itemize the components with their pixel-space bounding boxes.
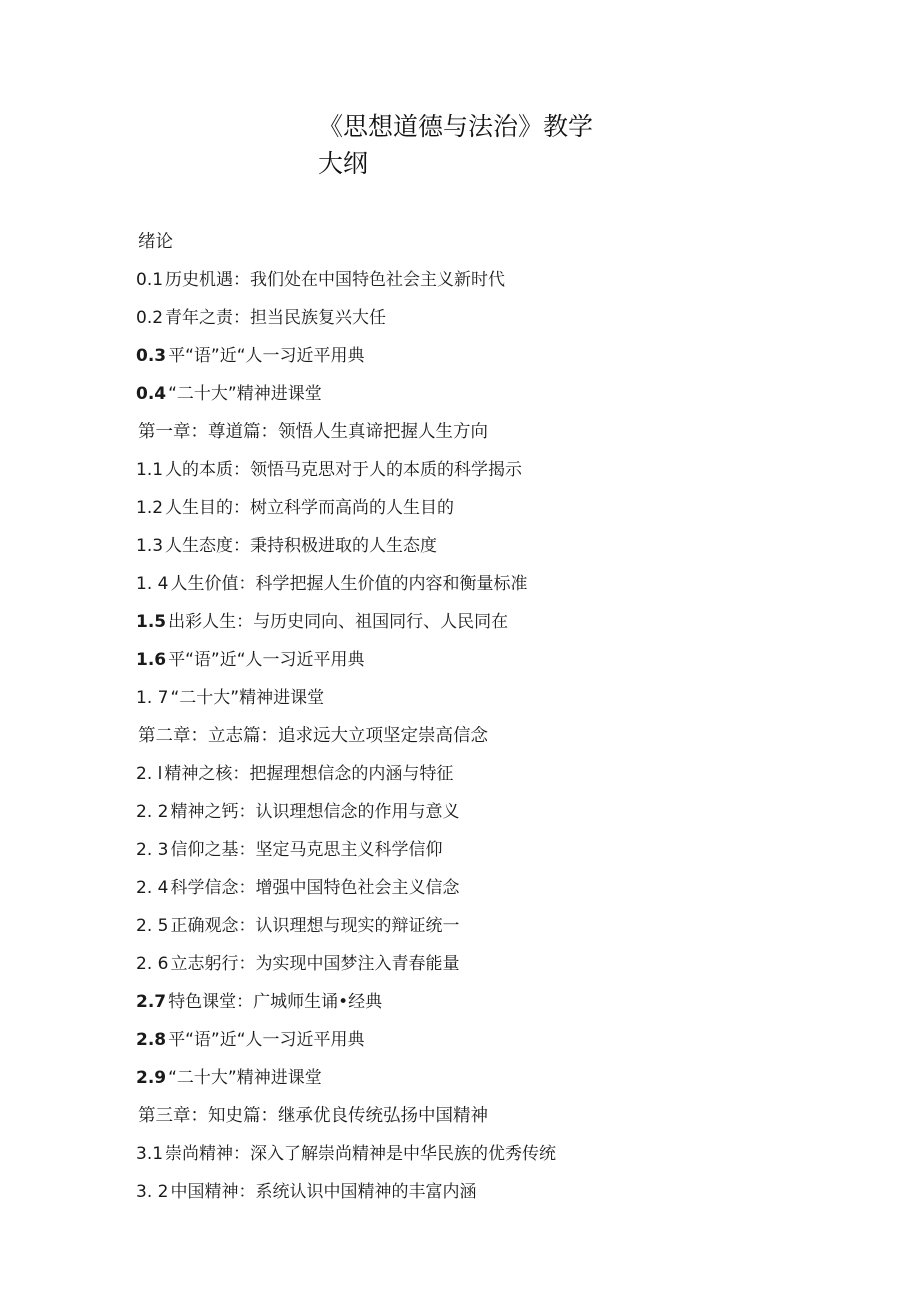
- item-number: 2. 5: [136, 916, 169, 936]
- item-text: 第三章：知史篇：继承优良传统弘扬中国精神: [138, 1106, 488, 1126]
- item-text: “二十大”精神进课堂: [168, 1068, 322, 1088]
- item-number: 3. 2: [136, 1182, 169, 1202]
- item-number: 3.1: [136, 1144, 164, 1164]
- item-text: 平“语”近“人一习近平用典: [168, 650, 365, 670]
- outline-item: [136, 949, 556, 987]
- outline-item: [136, 531, 556, 569]
- outline-item: [136, 1139, 556, 1177]
- item-number: 2.7: [136, 992, 167, 1012]
- item-number: 1.3: [136, 536, 164, 556]
- outline-item: [136, 265, 556, 303]
- item-text: 科学信念：增强中国特色社会主义信念: [170, 878, 460, 898]
- item-number: 2. 2: [136, 802, 169, 822]
- outline-item: [136, 303, 556, 341]
- outline-item: [136, 227, 556, 265]
- item-text: 正确观念：认识理想与现实的辩证统一: [170, 916, 460, 936]
- item-text: 人生价值：科学把握人生价值的内容和衡量标准: [170, 574, 528, 594]
- item-number: 0.2: [136, 308, 164, 328]
- outline-item: [136, 607, 556, 645]
- outline-item: [136, 1025, 556, 1063]
- item-text: 精神之核：把握理想信念的内涵与特征: [164, 764, 454, 784]
- item-text: 历史机遇：我们处在中国特色社会主义新时代: [165, 270, 506, 290]
- item-text: 信仰之基：坚定马克思主义科学信仰: [170, 840, 443, 860]
- outline-item: [136, 417, 556, 455]
- item-text: 立志躬行：为实现中国梦注入青春能量: [170, 954, 460, 974]
- item-text: 第一章：尊道篇：领悟人生真谛把握人生方向: [138, 422, 488, 442]
- outline-item: [136, 835, 556, 873]
- outline-item: [136, 455, 556, 493]
- outline-item: [136, 1177, 556, 1215]
- item-text: 人生态度：秉持积极进取的人生态度: [165, 536, 438, 556]
- item-number: 0.1: [136, 270, 164, 290]
- outline-item: [136, 645, 556, 683]
- title-line-1: 《思想道德与法治》教学: [318, 112, 594, 141]
- item-number: 1.5: [136, 612, 167, 632]
- item-number: 0.3: [136, 346, 167, 366]
- outline-item: [136, 911, 556, 949]
- outline-list: [136, 227, 556, 1215]
- item-number: 1.2: [136, 498, 164, 518]
- item-text: 第二章：立志篇：追求远大立项坚定崇高信念: [138, 726, 488, 746]
- outline-item: [136, 797, 556, 835]
- item-text: 特色课堂：广城师生诵•经典: [168, 992, 383, 1012]
- outline-item: [136, 341, 556, 379]
- item-number: 0.4: [136, 384, 167, 404]
- outline-item: [136, 759, 556, 797]
- item-number: 1. 4: [136, 574, 169, 594]
- item-number: 2. 3: [136, 840, 169, 860]
- outline-item: [136, 569, 556, 607]
- item-text: “二十大”精神进课堂: [168, 384, 322, 404]
- item-text: 平“语”近“人一习近平用典: [168, 346, 365, 366]
- item-text: 崇尚精神：深入了解崇尚精神是中华民族的优秀传统: [165, 1144, 557, 1164]
- outline-item: [136, 987, 556, 1025]
- item-text: 平“语”近“人一习近平用典: [168, 1030, 365, 1050]
- item-number: 2.9: [136, 1068, 167, 1088]
- title-line-2: 大纲: [318, 149, 369, 178]
- item-text: 出彩人生：与历史同向、祖国同行、人民同在: [168, 612, 509, 632]
- item-text: 绪论: [138, 232, 173, 252]
- item-number: 2. 4: [136, 878, 169, 898]
- item-text: “二十大”精神进课堂: [170, 688, 325, 708]
- outline-item: [136, 873, 556, 911]
- item-number: 2.8: [136, 1030, 167, 1050]
- document-title: [318, 108, 638, 182]
- item-number: 2. l: [136, 764, 163, 784]
- item-text: 青年之责：担当民族复兴大任: [165, 308, 387, 328]
- item-number: 1.1: [136, 460, 164, 480]
- item-number: 1.6: [136, 650, 167, 670]
- outline-item: [136, 493, 556, 531]
- outline-item: [136, 379, 556, 417]
- item-text: 人生目的：树立科学而高尚的人生目的: [165, 498, 455, 518]
- outline-item: [136, 721, 556, 759]
- item-text: 中国精神：系统认识中国精神的丰富内涵: [170, 1182, 477, 1202]
- outline-item: [136, 683, 556, 721]
- item-text: 人的本质：领悟马克思对于人的本质的科学揭示: [165, 460, 523, 480]
- outline-item: [136, 1063, 556, 1101]
- item-text: 精神之钙：认识理想信念的作用与意义: [170, 802, 460, 822]
- item-number: 1. 7: [136, 688, 169, 708]
- outline-item: [136, 1101, 556, 1139]
- item-number: 2. 6: [136, 954, 169, 974]
